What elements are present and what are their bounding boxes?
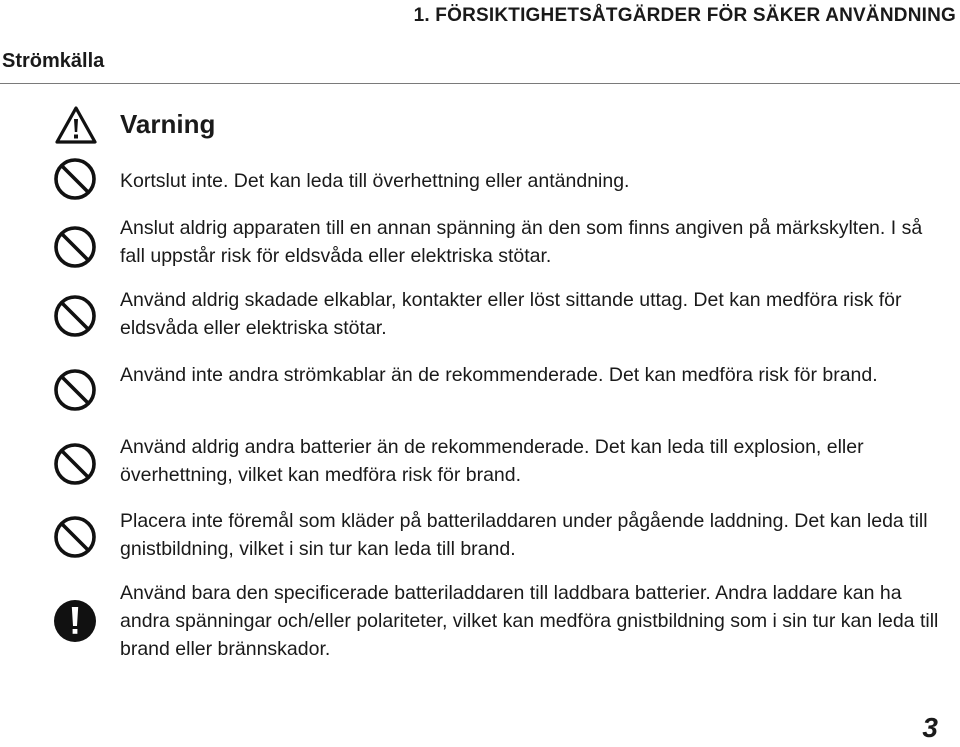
prohibition-icon xyxy=(53,515,97,559)
prohibition-icon xyxy=(53,294,97,338)
warning-item-text: Använd aldrig andra batterier än de rekommenderade. Det kan leda till explosion, eller överhettning, vilket kan medföra risk för brand. xyxy=(120,436,864,486)
section-title: Strömkälla xyxy=(2,50,105,72)
warning-item-text: Placera inte föremål som kläder på batteriladdaren under pågående laddning. Det kan leda till gnistbildning, vilket i sin tur kan leda till brand. xyxy=(120,510,928,560)
chapter-title: 1. FÖRSIKTIGHETSÅTGÄRDER FÖR SÄKER ANVÄNDNING xyxy=(413,5,956,26)
prohibition-icon xyxy=(53,368,97,412)
warning-item-text: Använd inte andra strömkablar än de rekommenderade. Det kan medföra risk för brand. xyxy=(120,364,878,386)
warning-item-text: Använd bara den specificerade batteriladdaren till laddbara batterier. Andra laddare kan ha andra spänningar och/eller polariteter, vilket kan medföra gnistbildning som i sin tur kan leda till brand eller brännskador. xyxy=(120,582,939,660)
mandatory-exclamation-icon xyxy=(53,599,97,643)
warning-triangle-icon xyxy=(54,105,98,145)
prohibition-icon xyxy=(53,157,97,201)
page-number: 3 xyxy=(922,712,938,743)
warning-item-text: Anslut aldrig apparaten till en annan spänning än den som finns angiven på märkskylten. I så fall uppstår risk för eldsvåda eller elektriska stötar. xyxy=(120,217,923,267)
prohibition-icon xyxy=(53,442,97,486)
section-divider xyxy=(0,83,960,84)
warning-heading: Varning xyxy=(120,109,216,139)
warning-item-text: Kortslut inte. Det kan leda till överhettning eller antändning. xyxy=(120,170,630,192)
warning-item-text: Använd aldrig skadade elkablar, kontakter eller löst sittande uttag. Det kan medföra risk för eldsvåda eller elektriska stötar. xyxy=(120,289,902,339)
prohibition-icon xyxy=(53,225,97,269)
